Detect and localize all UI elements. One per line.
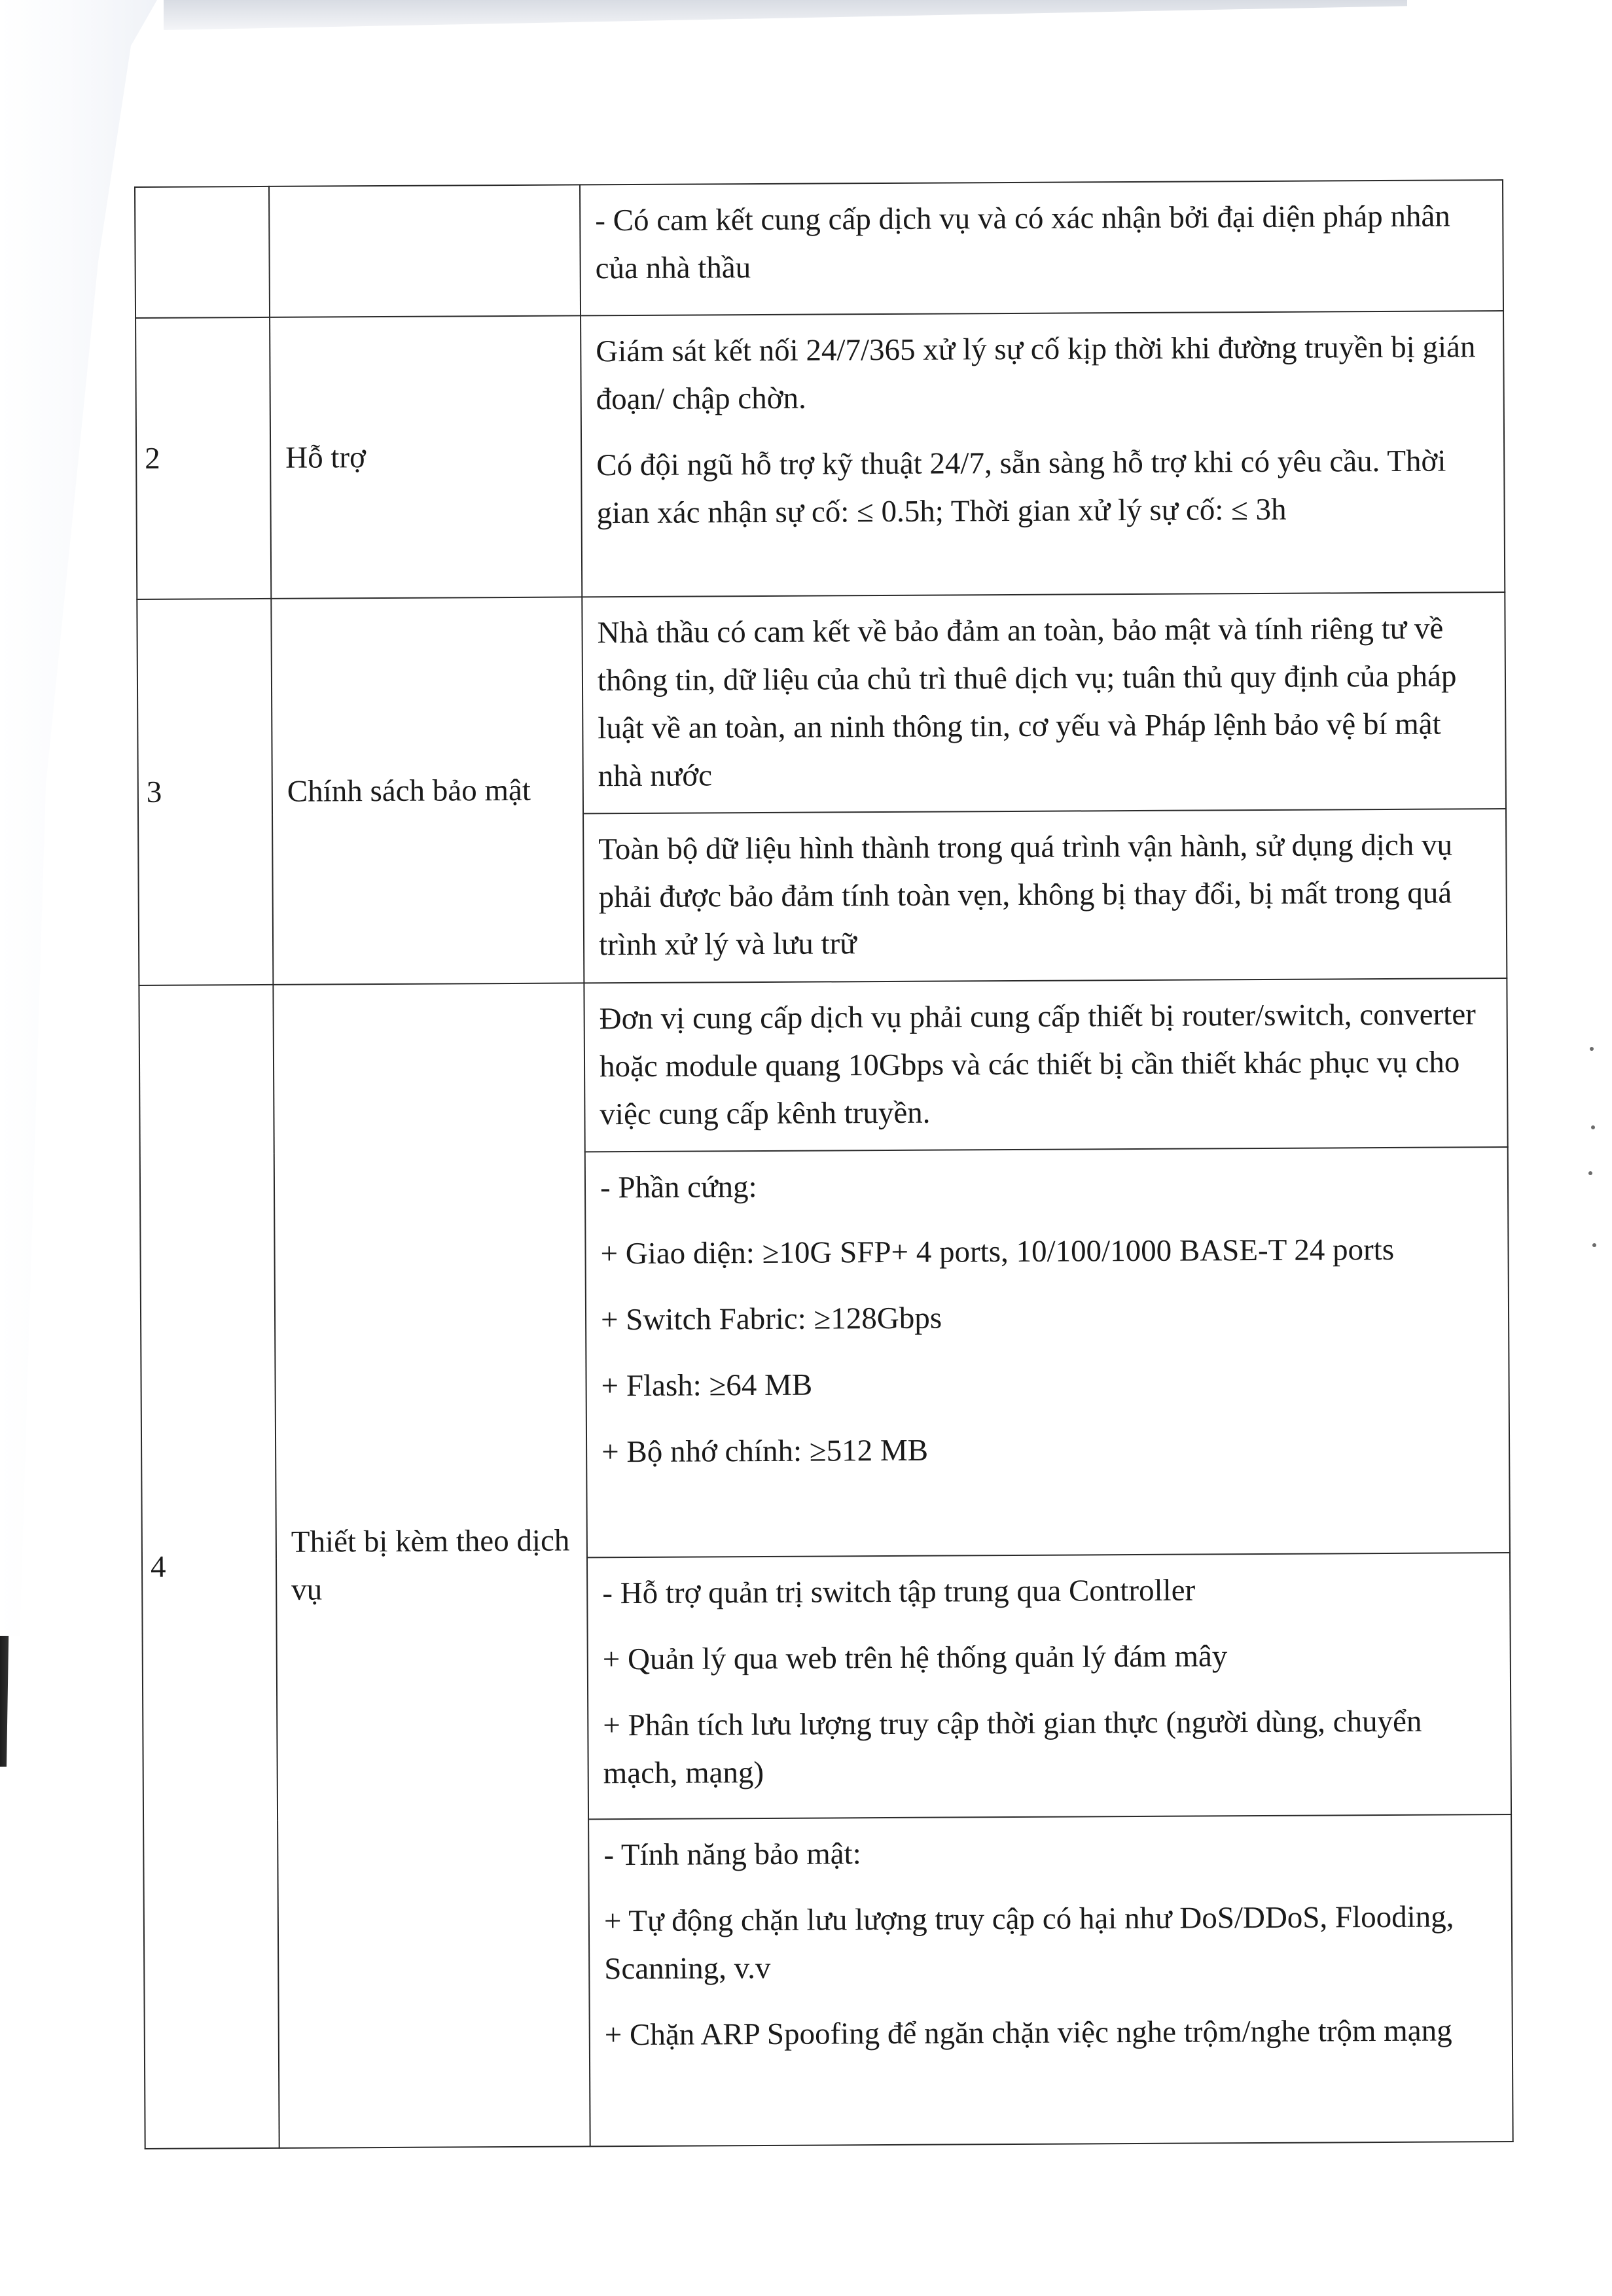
requirement-text: + Bộ nhớ chính: ≥512 MB [601, 1433, 929, 1470]
requirement-cell [585, 1147, 1510, 1557]
requirement-text: Đơn vị cung cấp dịch vụ phải cung cấp thiết bị router/switch, converter hoặc module quang 10Gbps và các thiết bị cần thiết khác phục vụ cho việc cung cấp kênh truyền. [599, 997, 1476, 1131]
table-row [139, 978, 1507, 1154]
requirement-cell [581, 311, 1505, 597]
requirement-text: Có đội ngũ hỗ trợ kỹ thuật 24/7, sẵn sàng hỗ trợ khi có yêu cầu. Thời gian xác nhận sự cố: ≤ 0.5h; Thời gian xử lý sự cố: ≤ 3h [596, 444, 1446, 530]
table-row [135, 311, 1505, 599]
requirement-text: + Quản lý qua web trên hệ thống quản lý đám mây [602, 1639, 1228, 1677]
requirement-text: Toàn bộ dữ liệu hình thành trong quá trình vận hành, sử dụng dịch vụ phải được bảo đảm tính toàn vẹn, không bị thay đổi, bị mất trong quá trình xử lý và lưu trữ [598, 828, 1453, 963]
requirement-cell [588, 1814, 1513, 2146]
row-label [269, 185, 581, 317]
row-number: 3 [137, 599, 273, 985]
requirement-text: + Phân tích lưu lượng truy cập thời gian thực (người dùng, chuyển mạch, mạng) [603, 1704, 1422, 1791]
requirement-cell [584, 978, 1507, 1152]
requirement-text: Giám sát kết nối 24/7/365 xử lý sự cố kịp thời khi đường truyền bị gián đoạn/ chập chờn. [596, 330, 1476, 417]
requirement-cell [587, 1553, 1511, 1819]
requirement-text: - Tính năng bảo mật: [603, 1837, 861, 1873]
row-number: 2 [135, 317, 271, 599]
spec-table [134, 179, 1514, 2149]
table-row [135, 180, 1503, 318]
requirement-text: + Flash: ≥64 MB [601, 1368, 813, 1404]
table-row [137, 592, 1506, 816]
page-edge-shadow [164, 0, 1407, 30]
spec-table-wrapper [134, 179, 1513, 2149]
scan-specks [1586, 1047, 1599, 1276]
requirement-text: + Switch Fabric: ≥128Gbps [600, 1301, 942, 1337]
requirement-text: - Có cam kết cung cấp dịch vụ và có xác nhận bởi đại diện pháp nhân của nhà thầu [595, 199, 1450, 286]
spec-table-body [135, 180, 1513, 2149]
requirement-text: + Giao diện: ≥10G SFP+ 4 ports, 10/100/1000 BASE-T 24 ports [600, 1233, 1395, 1271]
row-label: Chính sách bảo mật [271, 597, 584, 984]
requirement-text: Nhà thầu có cam kết về bảo đảm an toàn, bảo mật và tính riêng tư về thông tin, dữ liệu của chủ trì thuê dịch vụ; tuân thủ quy định của pháp luật về an toàn, an ninh thông tin, cơ yếu và Pháp lệnh bảo vệ bí mật nhà nước [597, 611, 1457, 793]
row-number: 4 [139, 985, 279, 2149]
requirement-text: - Phần cứng: [600, 1170, 757, 1205]
requirement-text: + Chặn ARP Spoofing để ngăn chặn việc nghe trộm/nghe trộm mạng [604, 2013, 1452, 2053]
requirement-cell [580, 180, 1503, 315]
row-label: Hỗ trợ [270, 315, 582, 598]
row-label: Thiết bị kèm theo dịch vụ [273, 983, 590, 2148]
requirement-text: - Hỗ trợ quản trị switch tập trung qua Controller [602, 1573, 1196, 1611]
requirement-cell [583, 809, 1507, 983]
row-number [135, 186, 270, 318]
requirement-cell [582, 592, 1506, 814]
requirement-text: + Tự động chặn lưu lượng truy cập có hại như DoS/DDoS, Flooding, Scanning, v.v [603, 1899, 1454, 1987]
